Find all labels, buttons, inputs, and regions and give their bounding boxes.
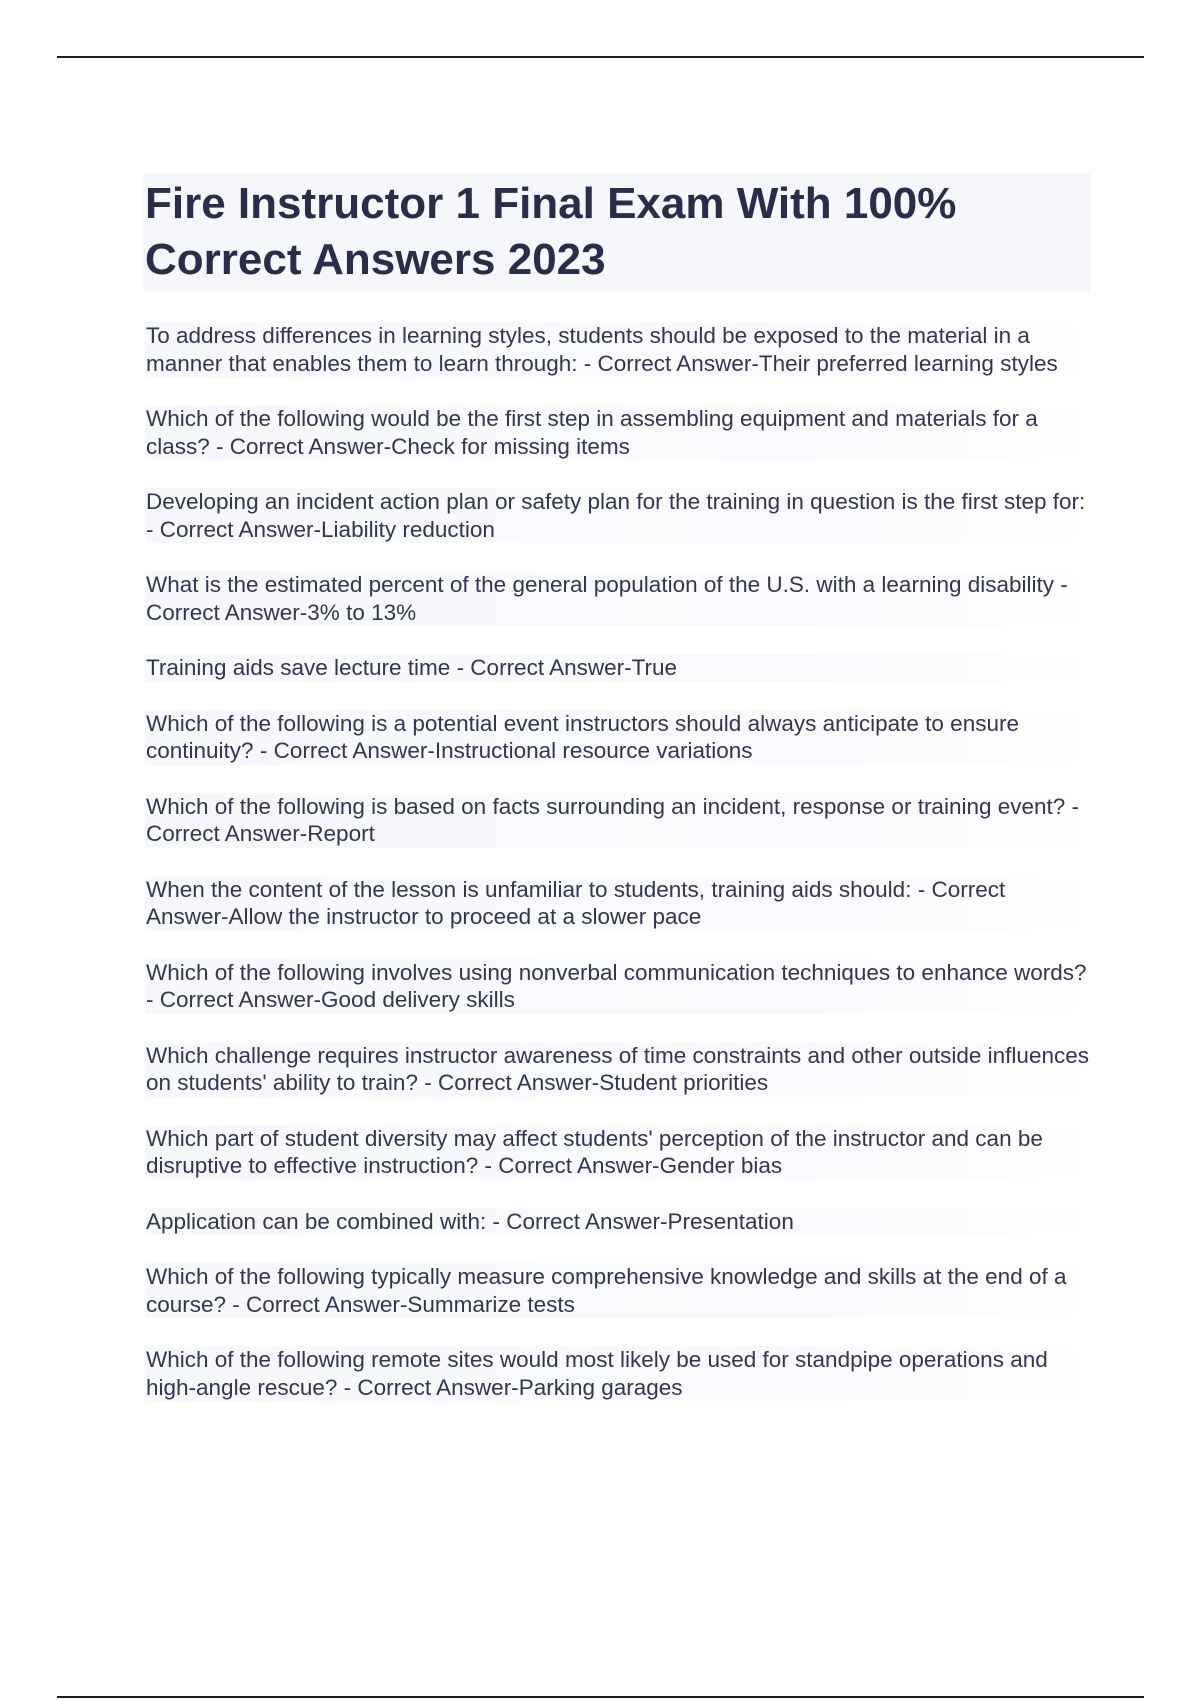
- question-text: Which of the following typically measure comprehensive knowledge and skills at the end of a course?: [146, 1264, 1067, 1317]
- question-text: Which of the following would be the first step in assembling equipment and materials for a class?: [146, 406, 1038, 459]
- question-text: Which of the following involves using nonverbal communication techniques to enhance words?: [146, 959, 1087, 985]
- qa-item: [145, 1042, 1090, 1097]
- qa-item: [145, 571, 1090, 626]
- answer-marker: - Correct Answer-: [146, 516, 322, 542]
- document-title: Fire Instructor 1 Final Exam With 100% Correct Answers 2023: [145, 179, 957, 284]
- qa-list: [145, 322, 1090, 1401]
- qa-item: [145, 959, 1090, 1014]
- qa-item: [145, 322, 1090, 377]
- qa-item: [145, 654, 1090, 682]
- question-text: Which of the following remote sites would most likely be used for standpipe operations and high-angle rescue?: [146, 1347, 1048, 1400]
- answer-marker: - Correct Answer-: [486, 1208, 668, 1234]
- answer-marker: - Correct Answer-: [417, 1070, 600, 1095]
- answer-marker: - Correct Answer-: [226, 1291, 408, 1317]
- answer-text: Their preferred learning styles: [758, 350, 1058, 376]
- answer-text: Allow the instructor to proceed at a slower pace: [228, 904, 702, 929]
- answer-marker: - Correct Answer-: [146, 987, 322, 1012]
- question-text: To address differences in learning styles, students should be exposed to the material in a manner that enables them to learn through:: [146, 323, 1030, 376]
- question-text: Which of the following is based on facts surrounding an incident, response or training event?: [146, 793, 1066, 819]
- answer-text: Good delivery skills: [321, 987, 515, 1012]
- top-rule: [57, 56, 1144, 58]
- question-text: Application can be combined with:: [146, 1208, 487, 1234]
- answer-text: Check for missing items: [391, 433, 630, 459]
- answer-text: Gender bias: [659, 1153, 783, 1178]
- answer-marker: - Correct Answer-: [577, 350, 759, 376]
- question-text: Which challenge requires instructor awareness of time constraints and other outside influences on students' ability to train?: [146, 1042, 1089, 1095]
- answer-marker: - Correct Answer-: [450, 655, 632, 680]
- qa-item: [145, 710, 1090, 765]
- question-text: Which part of student diversity may affect students' perception of the instructor and can be disruptive to effective instruction?: [146, 1125, 1043, 1178]
- answer-text: Report: [307, 821, 375, 846]
- document-body: [145, 173, 1090, 1401]
- qa-item: [145, 1346, 1090, 1401]
- question-text: Which of the following is a potential event instructors should always anticipate to ensure continuity?: [146, 710, 1019, 763]
- answer-marker: - Correct Answer-: [209, 433, 392, 459]
- answer-text: Liability reduction: [321, 516, 495, 542]
- answer-marker: - Correct Answer-: [253, 738, 435, 763]
- question-text: Training aids save lecture time: [146, 655, 451, 680]
- answer-marker: - Correct Answer-: [337, 1374, 519, 1400]
- answer-text: Instructional resource variations: [434, 738, 753, 763]
- title-block: [143, 173, 1090, 292]
- bottom-rule: [57, 1696, 1144, 1698]
- answer-text: True: [631, 655, 678, 680]
- qa-item: [145, 1208, 1090, 1236]
- answer-text: 3% to 13%: [307, 599, 417, 625]
- question-text: What is the estimated percent of the general population of the U.S. with a learning disability: [146, 572, 1055, 597]
- answer-marker: - Correct Answer-: [478, 1153, 660, 1178]
- answer-text: Summarize tests: [407, 1291, 575, 1317]
- answer-text: Student priorities: [599, 1070, 769, 1095]
- qa-item: [145, 1263, 1090, 1318]
- answer-marker: - Correct Answer-: [146, 876, 1006, 929]
- answer-text: Parking garages: [518, 1374, 683, 1400]
- qa-item: [145, 488, 1090, 543]
- answer-marker: - Correct Answer-: [146, 793, 1080, 846]
- answer-text: Presentation: [667, 1208, 794, 1234]
- qa-item: [145, 793, 1090, 848]
- qa-item: [145, 1125, 1090, 1180]
- qa-item: [145, 876, 1090, 931]
- qa-item: [145, 405, 1090, 460]
- question-text: When the content of the lesson is unfamiliar to students, training aids should:: [146, 876, 912, 902]
- question-text: Developing an incident action plan or safety plan for the training in question is the first step for:: [146, 489, 1086, 514]
- answer-marker: - Correct Answer-: [146, 572, 1068, 625]
